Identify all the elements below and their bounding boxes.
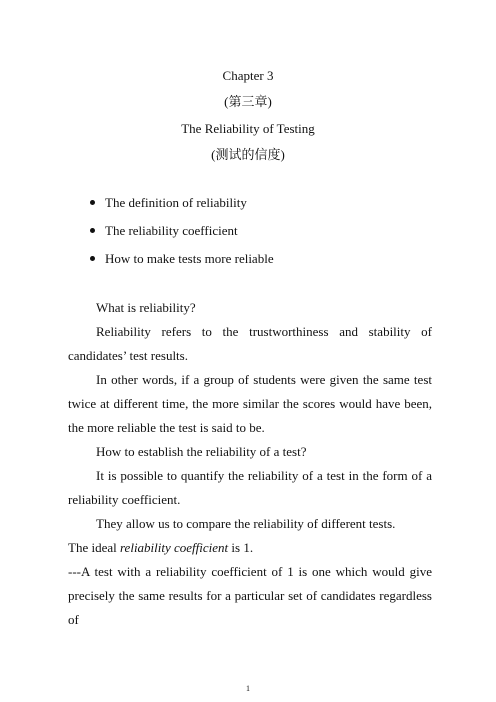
list-item-text: How to make tests more reliable (105, 251, 274, 266)
question-heading: What is reliability? (96, 300, 196, 315)
bullet-icon (90, 228, 95, 233)
paragraph: It is possible to quantify the reliability of a test in the form of a reliability coefficient. (68, 468, 432, 507)
topic-list (90, 195, 274, 279)
chapter-title-chinese: (测试的信度) (211, 147, 285, 162)
page-number: 1 (246, 684, 250, 693)
chapter-heading: Chapter 3 (222, 68, 274, 83)
paragraph: In other words, if a group of students were given the same test twice at different time, the more similar the scores would have been, the more reliable the test is said to be. (68, 372, 432, 435)
paragraph-text: is 1. (228, 540, 254, 555)
list-item-text: The reliability coefficient (105, 223, 238, 238)
paragraph: Reliability refers to the trustworthiness and stability of candidates’ test results. (68, 324, 432, 363)
list-item (90, 223, 274, 239)
emphasized-term: reliability coefficient (119, 540, 229, 555)
chapter-title: The Reliability of Testing (181, 121, 315, 136)
body-text (68, 296, 432, 632)
paragraph (68, 536, 432, 560)
chapter-heading-chinese: (第三章) (224, 94, 272, 109)
list-item (90, 195, 274, 211)
bullet-icon (90, 256, 95, 261)
question-heading: How to establish the reliability of a test? (96, 444, 307, 459)
list-item-text: The definition of reliability (105, 195, 247, 210)
paragraph: They allow us to compare the reliability of different tests. (96, 516, 396, 531)
bullet-icon (90, 200, 95, 205)
paragraph: ---A test with a reliability coefficient of 1 is one which would give precisely the same results for a particular set of candidates regardless of (68, 564, 432, 627)
list-item (90, 251, 274, 267)
paragraph-text: The ideal (68, 540, 120, 555)
